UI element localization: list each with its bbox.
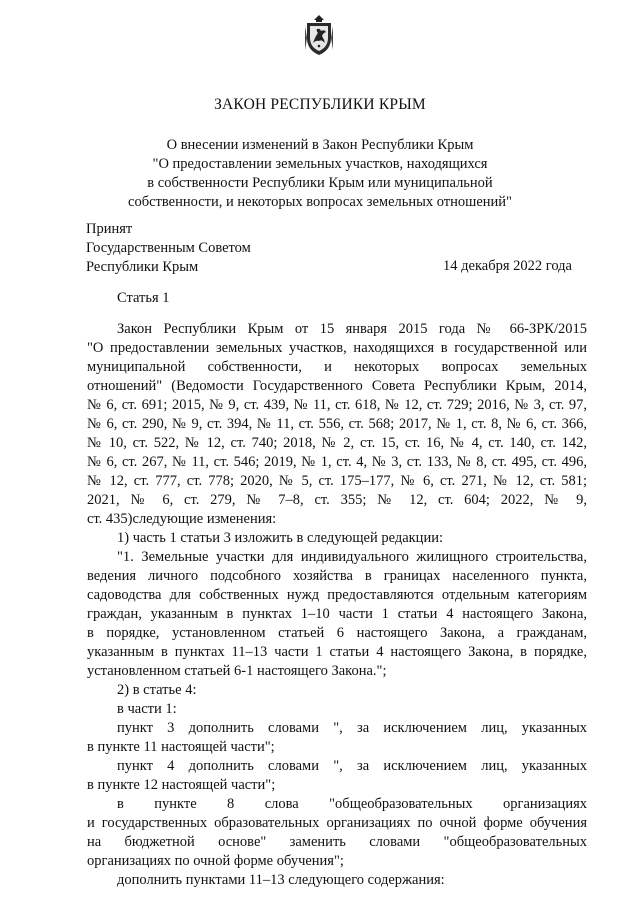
body-line: муниципальной собственности, и некоторых вопросах земельных bbox=[87, 359, 587, 375]
body-line: № 6, ст. 290, № 9, ст. 394, № 11, ст. 556, ст. 568; 2017, № 1, ст. 8, № 6, ст. 366, bbox=[87, 416, 587, 432]
body-line: в пункте 11 настоящей части"; bbox=[87, 739, 275, 755]
subtitle-line: в собственности Республики Крым или муниципальной bbox=[147, 175, 493, 191]
subtitle-line: "О предоставлении земельных участков, находящихся bbox=[152, 156, 488, 172]
adoption-line: Республики Крым bbox=[86, 259, 199, 275]
body-line: установленном статьей 6-1 настоящего Закона."; bbox=[87, 663, 387, 679]
adoption-line: Принят bbox=[86, 221, 133, 237]
body-line: пункт 3 дополнить словами ", за исключением лиц, указанных bbox=[117, 720, 587, 736]
article-body bbox=[87, 320, 587, 890]
body-line: в пункте 12 настоящей части"; bbox=[87, 777, 276, 793]
body-line: в части 1: bbox=[117, 701, 177, 717]
body-line: "1. Земельные участки для индивидуального жилищного строительства, bbox=[117, 549, 587, 565]
body-line: № 6, ст. 691; 2015, № 9, ст. 439, № 11, ст. 618, № 12, ст. 729; 2016, № 3, ст. 97, bbox=[87, 397, 587, 413]
body-line: пункт 4 дополнить словами ", за исключением лиц, указанных bbox=[117, 758, 587, 774]
body-line: в пункте 8 слова "общеобразовательных организациях bbox=[117, 796, 587, 812]
body-line: 1) часть 1 статьи 3 изложить в следующей редакции: bbox=[117, 530, 443, 546]
body-line: садоводства для собственных нужд предоставляются отдельным категориям bbox=[87, 587, 587, 603]
body-line: 2021, № 6, ст. 279, № 7–8, ст. 355; № 12, ст. 604; 2022, № 9, bbox=[87, 492, 587, 508]
body-line: "О предоставлении земельных участков, находящихся в государственной или bbox=[87, 340, 587, 356]
body-line: ведения личного подсобного хозяйства в границах населенного пункта, bbox=[87, 568, 587, 584]
subtitle-line: собственности, и некоторых вопросах земельных отношений" bbox=[128, 194, 512, 210]
body-line: ст. 435)следующие изменения: bbox=[87, 511, 277, 527]
body-line: указанным в пунктах 11–13 части 1 статьи 4 настоящего Закона, в порядке, bbox=[87, 644, 587, 660]
body-line: организациях по очной форме обучения"; bbox=[87, 853, 344, 869]
body-line: отношений" (Ведомости Государственного Совета Республики Крым, 2014, bbox=[87, 378, 587, 394]
subtitle-line: О внесении изменений в Закон Республики Крым bbox=[166, 137, 474, 153]
body-line: № 6, ст. 267, № 11, ст. 546; 2019, № 1, ст. 4, № 3, ст. 133, № 8, ст. 495, ст. 496, bbox=[87, 454, 587, 470]
body-line: № 10, ст. 522, № 12, ст. 740; 2018, № 2, ст. 15, ст. 16, № 4, ст. 140, ст. 142, bbox=[87, 435, 587, 451]
crimea-coat-of-arms-icon bbox=[303, 14, 335, 56]
article-heading: Статья 1 bbox=[117, 290, 170, 306]
body-line: в порядке, установленном статьей 6 настоящего Закона, а гражданам, bbox=[87, 625, 587, 641]
law-subtitle bbox=[0, 136, 640, 212]
adoption-date: 14 декабря 2022 года bbox=[443, 258, 572, 274]
body-line: граждан, указанным в пунктах 1–10 части 1 статьи 4 настоящего Закона, bbox=[87, 606, 587, 622]
adoption-line: Государственным Советом bbox=[86, 240, 251, 256]
body-line: на бюджетной основе" заменить словами "общеобразовательных bbox=[87, 834, 587, 850]
law-title: ЗАКОН РЕСПУБЛИКИ КРЫМ bbox=[214, 96, 426, 113]
body-line: и государственных образовательных организациях по очной форме обучения bbox=[87, 815, 587, 831]
body-line: № 12, ст. 777, ст. 778; 2020, № 5, ст. 175–177, № 6, ст. 271, № 12, ст. 581; bbox=[87, 473, 587, 489]
body-line: Закон Республики Крым от 15 января 2015 года № 66-ЗРК/2015 bbox=[117, 321, 587, 337]
body-line: 2) в статье 4: bbox=[117, 682, 197, 698]
adoption-block bbox=[86, 220, 251, 277]
body-line: дополнить пунктами 11–13 следующего содержания: bbox=[117, 872, 445, 888]
